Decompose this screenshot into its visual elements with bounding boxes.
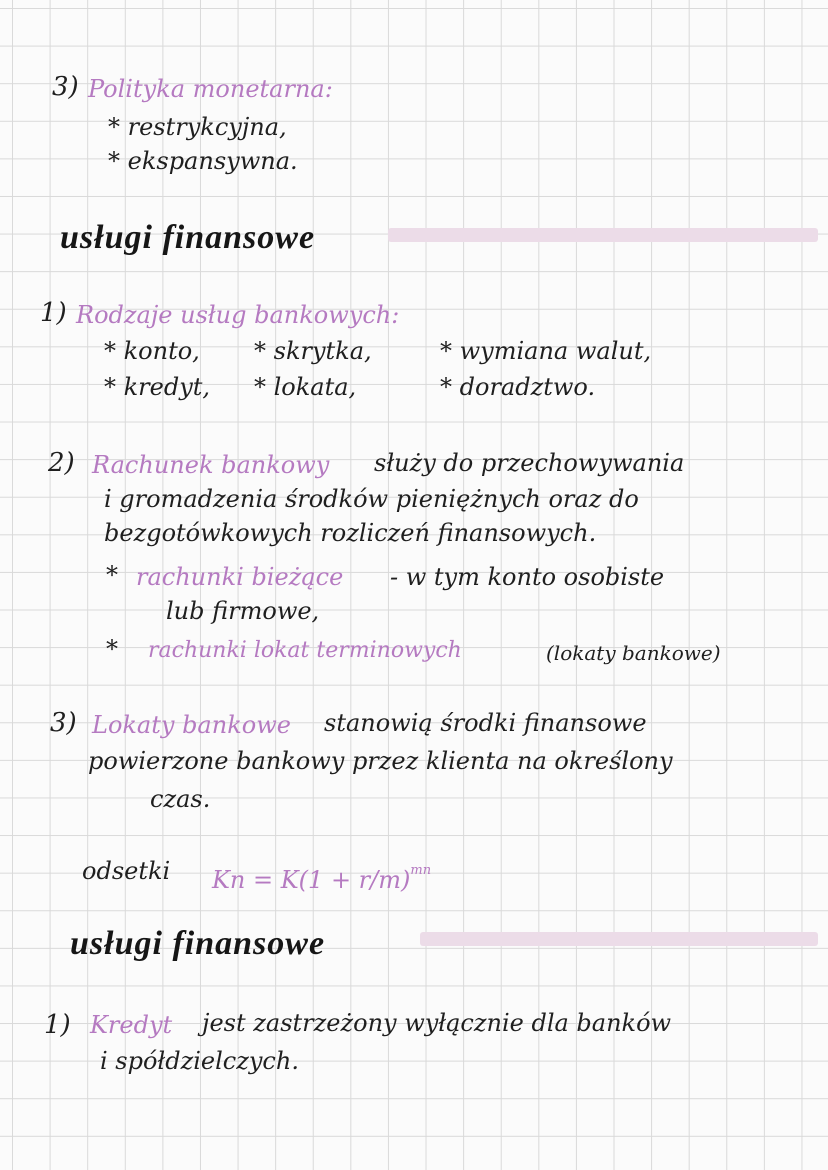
formula <box>212 856 431 895</box>
p1-col2-item-2: * lokata, <box>254 373 357 401</box>
policy-number: 3) <box>52 72 79 102</box>
p2-line2: i gromadzenia środków pieniężnych oraz do <box>104 485 639 513</box>
p2-number: 2) <box>48 448 75 478</box>
p1-col3-item-1: * wymiana walut, <box>440 337 652 365</box>
section-heading-2: usługi finansowe <box>70 925 326 962</box>
p2-bullet2-term: rachunki lokat terminowych <box>148 638 462 663</box>
p2-bullet1-term: rachunki bieżące <box>136 563 344 591</box>
p2-line3: bezgotówkowych rozliczeń finansowych. <box>104 519 597 547</box>
p3-line2: powierzone bankowy przez klienta na określony <box>88 747 673 775</box>
policy-item-2: * ekspansywna. <box>108 147 298 175</box>
p2-bullet1-star: * <box>106 561 118 589</box>
p2-bullet1-rest: - w tym konto osobiste <box>390 563 665 591</box>
heading-highlight-2 <box>420 932 818 946</box>
p1-col1-item-1: * konto, <box>104 337 200 365</box>
p3-line3: czas. <box>150 785 211 813</box>
p2-bullet2-rest: (lokaty bankowe) <box>546 641 721 665</box>
policy-title: Polityka monetarna: <box>88 75 333 103</box>
p1-col3-item-2: * doradztwo. <box>440 373 596 401</box>
p2-line1-rest: służy do przechowywania <box>374 449 685 477</box>
s2-p1-line2: i spółdzielczych. <box>100 1047 299 1075</box>
p1-number: 1) <box>40 298 67 328</box>
p1-col2-item-1: * skrytka, <box>254 337 372 365</box>
p1-col1-item-2: * kredyt, <box>104 373 211 401</box>
p3-line1-rest: stanowią środki finansowe <box>324 709 647 737</box>
p2-bullet2-star: * <box>106 635 118 663</box>
policy-item-1: * restrykcyjna, <box>108 113 287 141</box>
s2-p1-line1-rest: jest zastrzeżony wyłącznie dla banków <box>202 1009 672 1037</box>
p3-number: 3) <box>50 708 77 738</box>
formula-main: Kn = K(1 + r/m) <box>212 866 411 894</box>
p3-term: Lokaty bankowe <box>92 711 291 739</box>
p1-title: Rodzaje usług bankowych: <box>76 301 400 329</box>
section-heading-1: usługi finansowe <box>60 219 316 256</box>
formula-label: odsetki <box>82 857 171 885</box>
p2-term: Rachunek bankowy <box>92 451 330 479</box>
s2-p1-number: 1) <box>44 1010 71 1040</box>
heading-highlight-1 <box>388 228 818 242</box>
formula-exponent: mn <box>410 863 432 878</box>
s2-p1-term: Kredyt <box>90 1011 173 1039</box>
p2-bullet1-cont: lub firmowe, <box>166 597 320 625</box>
